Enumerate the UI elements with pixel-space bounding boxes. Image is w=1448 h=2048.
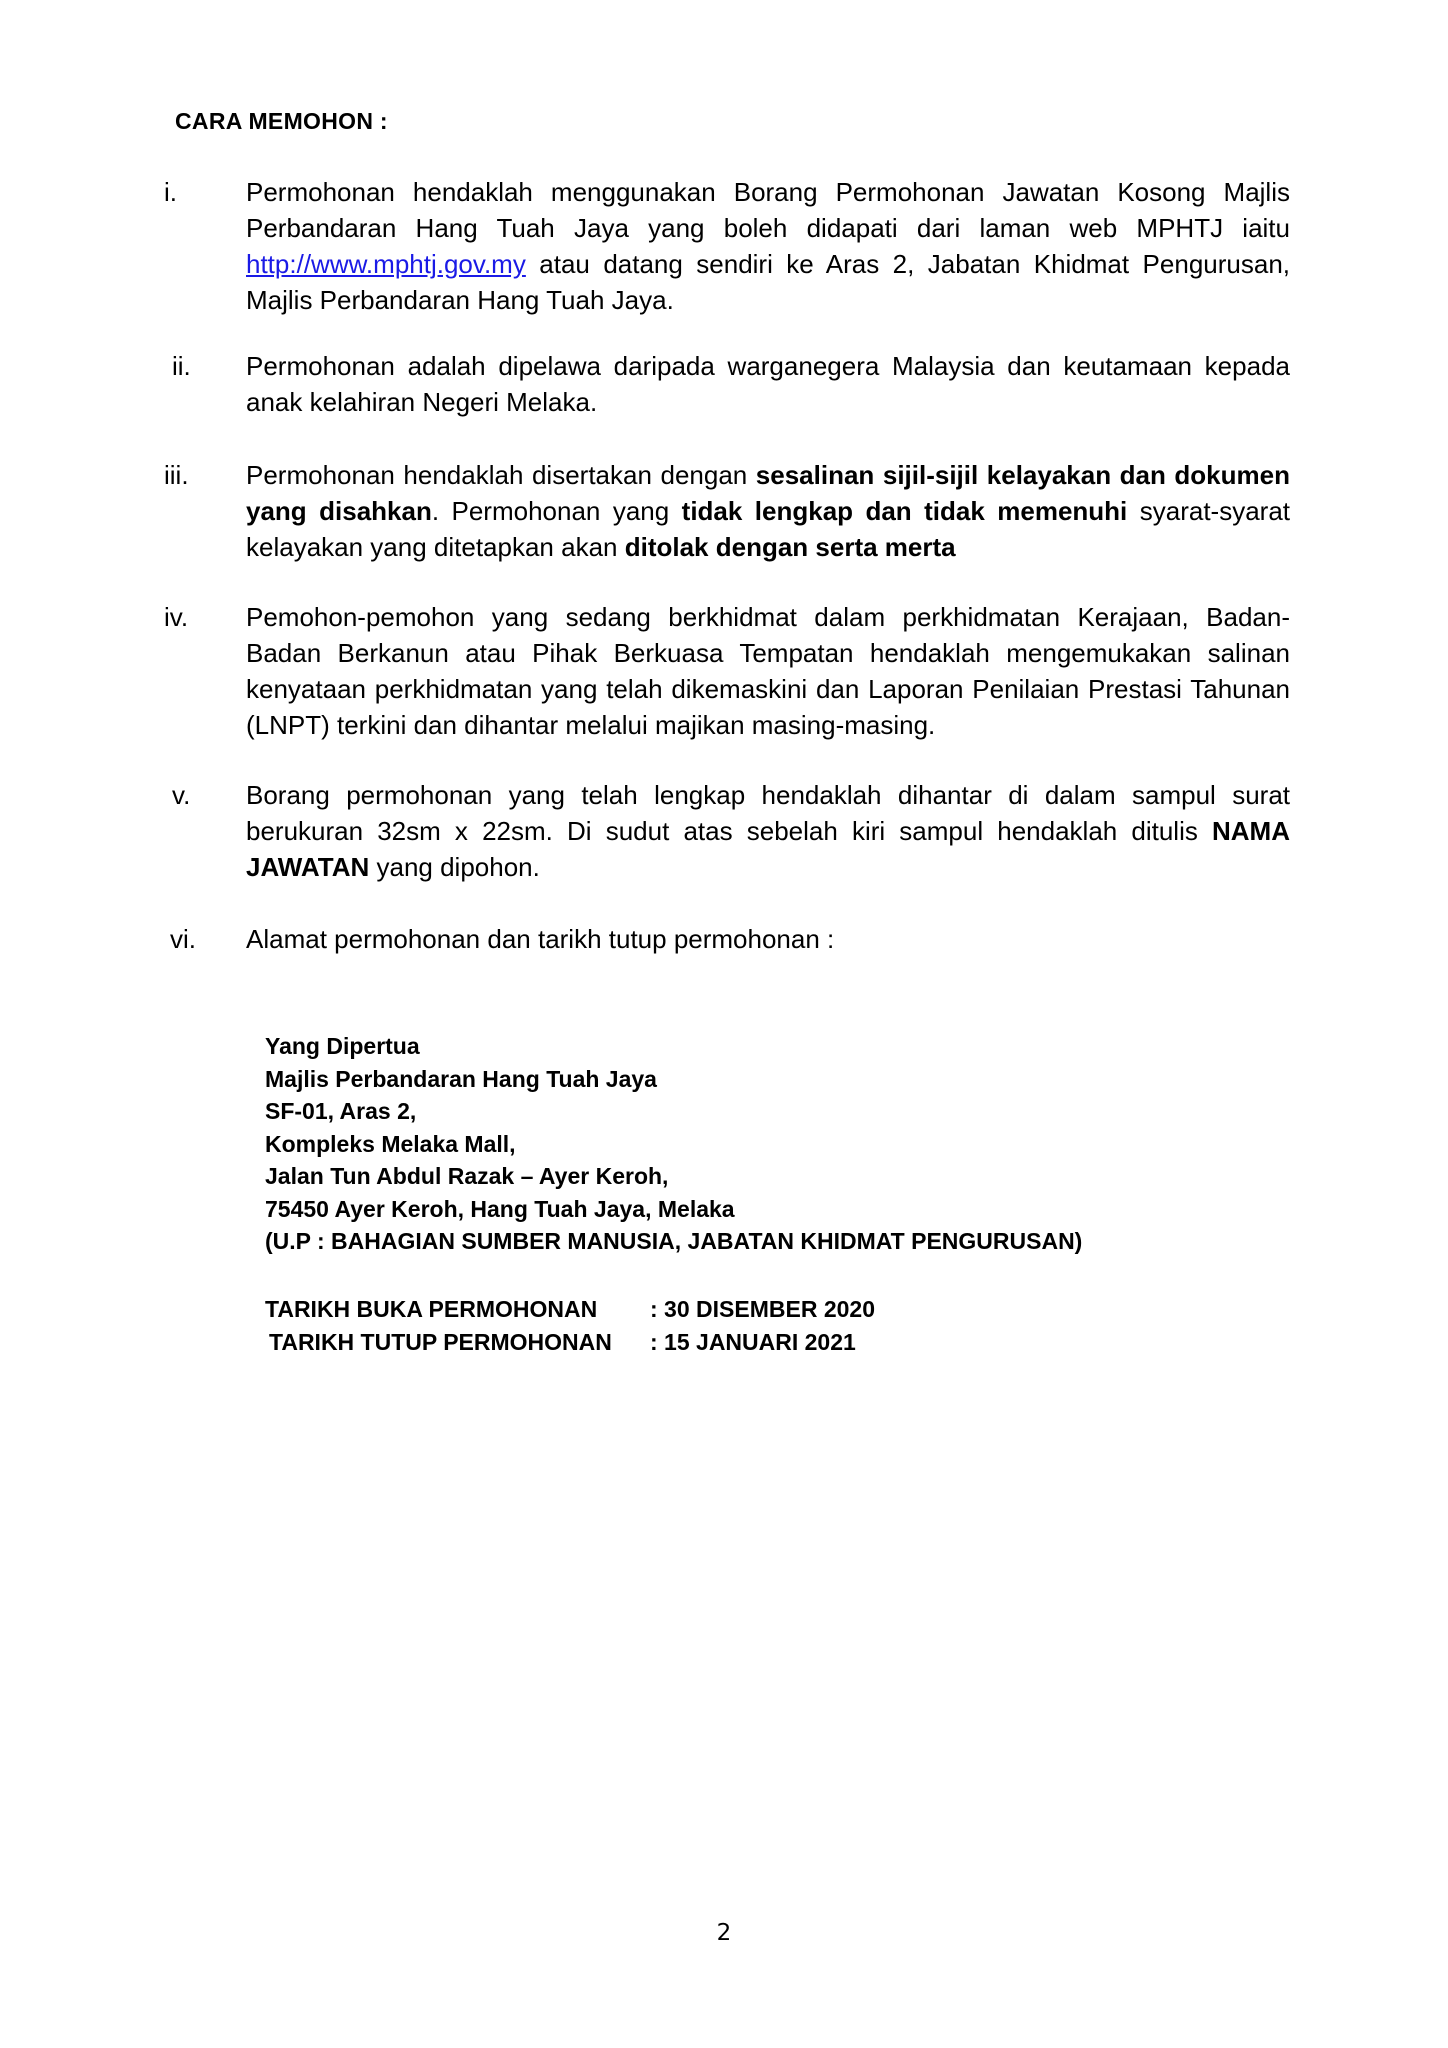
list-item-number: i. [164,177,177,207]
list-item-number: ii. [172,351,191,381]
emphasis-text: tidak lengkap dan tidak memenuhi [681,496,1128,526]
page-number: 2 [716,1920,732,1946]
open-date-value: : 30 DISEMBER 2020 [650,1296,875,1322]
list-item-number: v. [172,780,191,810]
address-line: Majlis Perbandaran Hang Tuah Jaya [265,1065,657,1092]
text-segment: Permohonan hendaklah menggunakan Borang Permohonan Jawatan Kosong Majlis Perbandaran Hang Tuah Jaya yang boleh didapati dari laman web MPHTJ iaitu [246,177,1290,243]
text-segment: Permohonan hendaklah disertakan dengan [246,460,756,490]
list-item-text [246,174,1290,318]
text-segment: syarat-syarat kelayakan yang ditetapkan akan [246,496,1290,562]
text-segment: Borang permohonan yang telah lengkap hendaklah dihantar di dalam sampul surat berukuran 32sm x 22sm. Di sudut atas sebelah kiri sampul hendaklah ditulis [246,780,1290,846]
emphasis-text: NAMA JAWATAN [246,816,1290,882]
address-line: Jalan Tun Abdul Razak – Ayer Keroh, [265,1163,669,1189]
address-line: (U.P : BAHAGIAN SUMBER MANUSIA, JABATAN KHIDMAT PENGURUSAN) [265,1228,1083,1254]
address-line: SF-01, Aras 2, [265,1098,417,1124]
text-segment: Pemohon-pemohon yang sedang berkhidmat dalam perkhidmatan Kerajaan, Badan-Badan Berkanun atau Pihak Berkuasa Tempatan hendaklah mengemukakan salinan kenyataan perkhidmatan yang telah dikemaskini dan Laporan Penilaian Prestasi Tahunan (LNPT) terkini dan dihantar melalui majikan masing-masing. [246,602,1290,740]
list-item-text [246,777,1290,885]
address-line: Yang Dipertua [265,1033,420,1059]
list-item-text [246,599,1290,743]
text-segment: Alamat permohonan dan tarikh tutup permohonan : [246,924,835,954]
text-segment: yang dipohon. [369,852,540,882]
close-date-label: TARIKH TUTUP PERMOHONAN [269,1328,612,1355]
text-segment: atau datang sendiri ke Aras 2, Jabatan Khidmat Pengurusan, Majlis Perbandaran Hang Tuah Jaya. [246,249,1290,315]
mailing-address [265,1030,1082,1258]
emphasis-text: sesalinan sijil-sijil kelayakan dan dokumen yang disahkan [246,460,1290,526]
mphtj-website-link[interactable]: http://www.mphtj.gov.my [246,249,526,279]
open-date-label: TARIKH BUKA PERMOHONAN [265,1296,598,1322]
emphasis-text: ditolak dengan serta merta [624,532,956,562]
address-line: 75450 Ayer Keroh, Hang Tuah Jaya, Melaka [265,1195,735,1222]
list-item-number: iv. [164,602,189,632]
list-item-text [246,921,1290,957]
list-item-number: iii. [164,460,189,490]
text-segment: . Permohonan yang [431,496,682,526]
section-heading: CARA MEMOHON : [175,108,388,134]
address-line: Kompleks Melaka Mall, [265,1130,516,1157]
list-item-text [246,348,1290,420]
text-segment: Permohonan adalah dipelawa daripada warganegera Malaysia dan keutamaan kepada anak kelahiran Negeri Melaka. [246,351,1290,417]
close-date-value: : 15 JANUARI 2021 [650,1328,856,1355]
list-item-number: vi. [170,924,196,954]
list-item-text [246,457,1290,565]
